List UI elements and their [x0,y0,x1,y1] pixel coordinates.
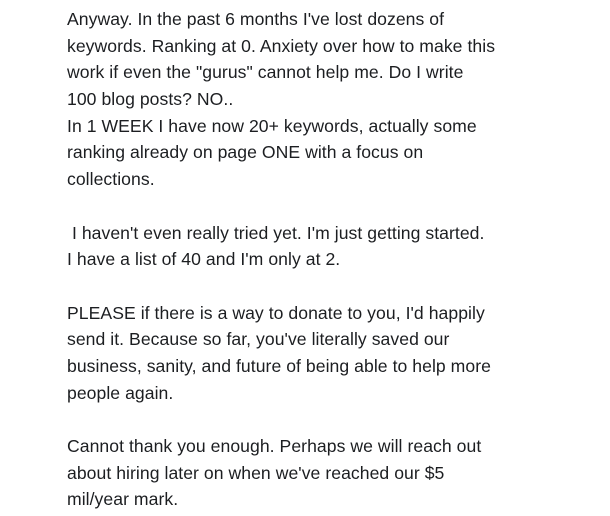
text-line: ranking already on page ONE with a focus on [67,142,424,163]
message-paragraph-4 [67,433,602,513]
text-line: I haven't even really tried yet. I'm just getting started. [67,222,485,243]
message-paragraph-3 [67,300,602,407]
text-line: people again. [67,382,174,403]
text-line: collections. [67,169,155,190]
text-line: about hiring later on when we've reached our $5 [67,462,445,483]
text-line: keywords. Ranking at 0. Anxiety over how to make this [67,35,496,56]
text-line: In 1 WEEK I have now 20+ keywords, actually some [67,115,477,136]
text-line: Cannot thank you enough. Perhaps we will reach out [67,436,482,456]
paragraph-spacer [67,193,602,220]
text-line: business, sanity, and future of being able to help more [67,355,491,376]
message-body [67,6,602,513]
text-line: send it. Because so far, you've literally saved our [67,329,450,350]
message-paragraph-1 [67,6,602,193]
text-line: PLEASE if there is a way to donate to you, I'd happily [67,302,485,323]
text-line: mil/year mark. [67,489,179,510]
text-line: I have a list of 40 and I'm only at 2. [67,249,341,270]
text-line: work if even the "gurus" cannot help me. Do I write [67,62,464,83]
paragraph-spacer [67,406,602,433]
text-line: Anyway. In the past 6 months I've lost dozens of [67,9,445,29]
message-paragraph-2 [67,220,602,273]
text-line: 100 blog posts? NO.. [67,89,234,110]
paragraph-spacer [67,273,602,300]
